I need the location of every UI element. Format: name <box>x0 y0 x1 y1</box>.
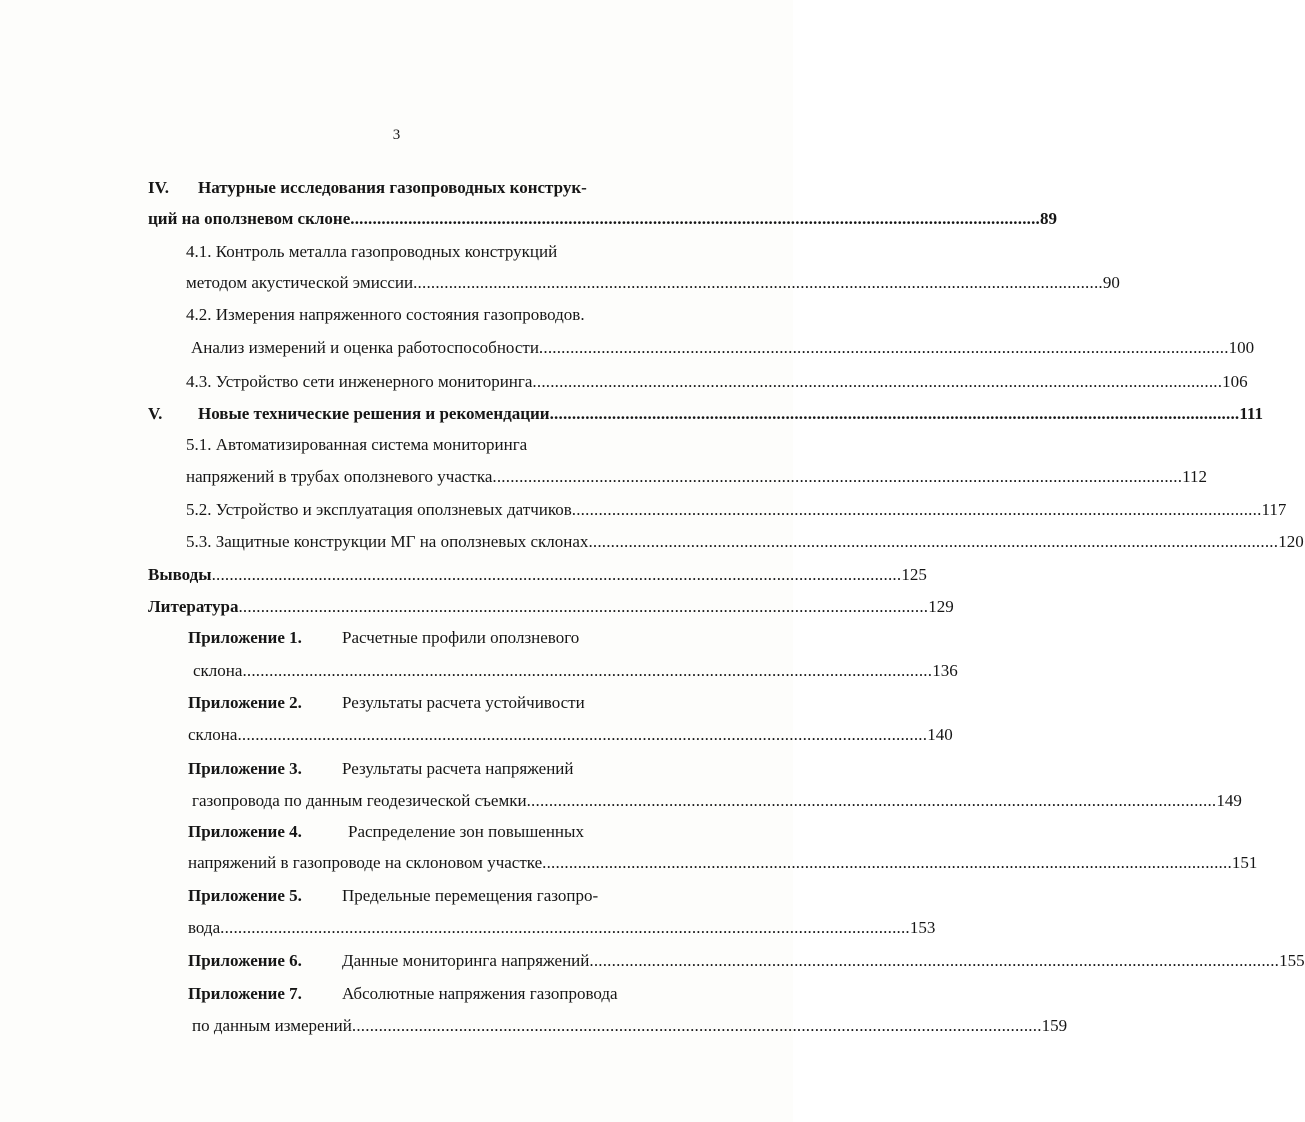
literature-page: 129 <box>928 597 954 616</box>
leader-dots: ........................................................................................................................................................... <box>532 372 1223 391</box>
entry-4-2-line2: Анализ измерений и оценка работоспособности <box>191 338 539 357</box>
leader-dots: ........................................................................................................................................................... <box>589 951 1280 970</box>
appendix-4-cont: напряжений в газопроводе на склоновом участке <box>188 853 543 872</box>
appendix-5-title: Предельные перемещения газопро- <box>342 886 599 905</box>
entry-5-1-page: 112 <box>1182 467 1208 486</box>
leader-dots: ........................................................................................................................................................... <box>242 661 933 680</box>
toc-appendix-6 <box>188 951 1305 971</box>
toc-appendix-7-line1 <box>188 984 618 1004</box>
chapter-5-page: 111 <box>1239 404 1263 423</box>
toc-appendix-5 <box>188 918 936 938</box>
appendix-2-page: 140 <box>927 725 953 744</box>
appendix-1-page: 136 <box>932 661 958 680</box>
leader-dots: ........................................................................................................................................................... <box>237 725 928 744</box>
chapter-5-title: Новые технические решения и рекомендации <box>198 404 550 423</box>
toc-entry-4-3 <box>186 372 1248 392</box>
appendix-4-page: 151 <box>1231 853 1258 872</box>
entry-4-3-page: 106 <box>1222 372 1248 391</box>
toc-appendix-1 <box>193 661 958 681</box>
toc-appendix-5-line1 <box>188 886 598 906</box>
toc-entry-conclusions <box>148 565 927 585</box>
toc-entry-chapter-4 <box>148 209 1057 229</box>
entry-5-3-page: 120 <box>1278 532 1304 551</box>
appendix-5-cont: вода <box>188 918 221 937</box>
leader-dots: ........................................................................................................................................................... <box>526 791 1217 810</box>
toc-entry-5-2 <box>186 500 1287 520</box>
leader-dots: ........................................................................................................................................................... <box>238 597 929 616</box>
leader-dots: ........................................................................................................................................................... <box>351 1016 1042 1035</box>
entry-5-2-page: 117 <box>1261 500 1287 519</box>
toc-entry-4-2-line1: 4.2. Измерения напряженного состояния газопроводов. <box>186 305 585 324</box>
toc-appendix-2-line1 <box>188 693 585 713</box>
appendix-1-title: Расчетные профили оползневого <box>342 628 580 647</box>
appendix-1-cont: склона <box>193 661 243 680</box>
conclusions-title: Выводы <box>148 565 212 584</box>
toc-appendix-7 <box>192 1016 1068 1036</box>
toc-appendix-4-line1 <box>188 822 584 842</box>
chapter-4-title-line1: Натурные исследования газопроводных конструк- <box>198 178 587 197</box>
appendix-1-label: Приложение 1. <box>188 628 302 647</box>
leader-dots: ........................................................................................................................................................... <box>492 467 1183 486</box>
toc-entry-5-1 <box>186 467 1208 487</box>
leader-dots: ........................................................................................................................................................... <box>350 209 1040 228</box>
appendix-4-label: Приложение 4. <box>188 822 302 841</box>
chapter-4-page: 89 <box>1040 209 1057 228</box>
entry-4-2-page: 100 <box>1228 338 1255 357</box>
page-number: 3 <box>392 127 401 143</box>
literature-title: Литература <box>148 597 239 616</box>
chapter-4-numeral: IV. <box>148 178 169 197</box>
toc-chapter-4-title <box>148 178 587 198</box>
toc-appendix-3 <box>192 791 1242 811</box>
toc-appendix-4 <box>188 853 1258 873</box>
appendix-3-label: Приложение 3. <box>188 759 302 778</box>
toc-entry-4-1-line1: 4.1. Контроль металла газопроводных конструкций <box>186 242 558 261</box>
toc-appendix-1-line1 <box>188 628 579 648</box>
toc-entry-4-2 <box>191 338 1255 358</box>
leader-dots: ........................................................................................................................................................... <box>549 404 1240 423</box>
leader-dots: ........................................................................................................................................................... <box>588 532 1279 551</box>
entry-5-1-line2: напряжений в трубах оползневого участка <box>186 467 493 486</box>
leader-dots: ........................................................................................................................................................... <box>542 853 1232 872</box>
entry-4-1-page: 90 <box>1102 273 1120 292</box>
appendix-6-label: Приложение 6. <box>188 951 302 970</box>
toc-entry-4-1 <box>186 273 1120 293</box>
toc-appendix-3-line1 <box>188 759 574 779</box>
appendix-7-page: 159 <box>1041 1016 1068 1035</box>
appendix-6-page: 155 <box>1279 951 1305 970</box>
entry-5-2-text: 5.2. Устройство и эксплуатация оползневых датчиков <box>186 500 572 519</box>
appendix-7-cont: по данным измерений <box>192 1016 352 1035</box>
toc-entry-5-3 <box>186 532 1304 552</box>
leader-dots: ........................................................................................................................................................... <box>211 565 902 584</box>
chapter-5-numeral: V. <box>148 404 163 423</box>
entry-4-3-text: 4.3. Устройство сети инженерного мониторинга <box>186 372 533 391</box>
leader-dots: ........................................................................................................................................................... <box>538 338 1229 357</box>
appendix-2-label: Приложение 2. <box>188 693 302 712</box>
appendix-7-title: Абсолютные напряжения газопровода <box>342 984 618 1003</box>
appendix-4-title: Распределение зон повышенных <box>348 822 584 841</box>
entry-4-1-line2: методом акустической эмиссии <box>186 273 414 292</box>
toc-entry-literature <box>148 597 954 617</box>
appendix-7-label: Приложение 7. <box>188 984 302 1003</box>
conclusions-page: 125 <box>901 565 927 584</box>
appendix-2-cont: склона <box>188 725 238 744</box>
appendix-5-page: 153 <box>909 918 936 937</box>
appendix-6-title: Данные мониторинга напряжений <box>342 951 590 970</box>
leader-dots: ........................................................................................................................................................... <box>413 273 1103 292</box>
toc-entry-chapter-5 <box>148 404 1263 424</box>
leader-dots: ........................................................................................................................................................... <box>220 918 910 937</box>
appendix-3-title: Результаты расчета напряжений <box>342 759 574 778</box>
appendix-3-cont: газопровода по данным геодезической съемки <box>192 791 527 810</box>
appendix-3-page: 149 <box>1216 791 1242 810</box>
toc-appendix-2 <box>188 725 953 745</box>
appendix-5-label: Приложение 5. <box>188 886 302 905</box>
appendix-2-title: Результаты расчета устойчивости <box>342 693 585 712</box>
chapter-4-title-line2: ций на оползневом склоне <box>148 209 351 228</box>
toc-entry-5-1-line1: 5.1. Автоматизированная система мониторинга <box>186 435 528 454</box>
entry-5-3-text: 5.3. Защитные конструкции МГ на оползневых склонах <box>186 532 589 551</box>
leader-dots: ........................................................................................................................................................... <box>571 500 1262 519</box>
